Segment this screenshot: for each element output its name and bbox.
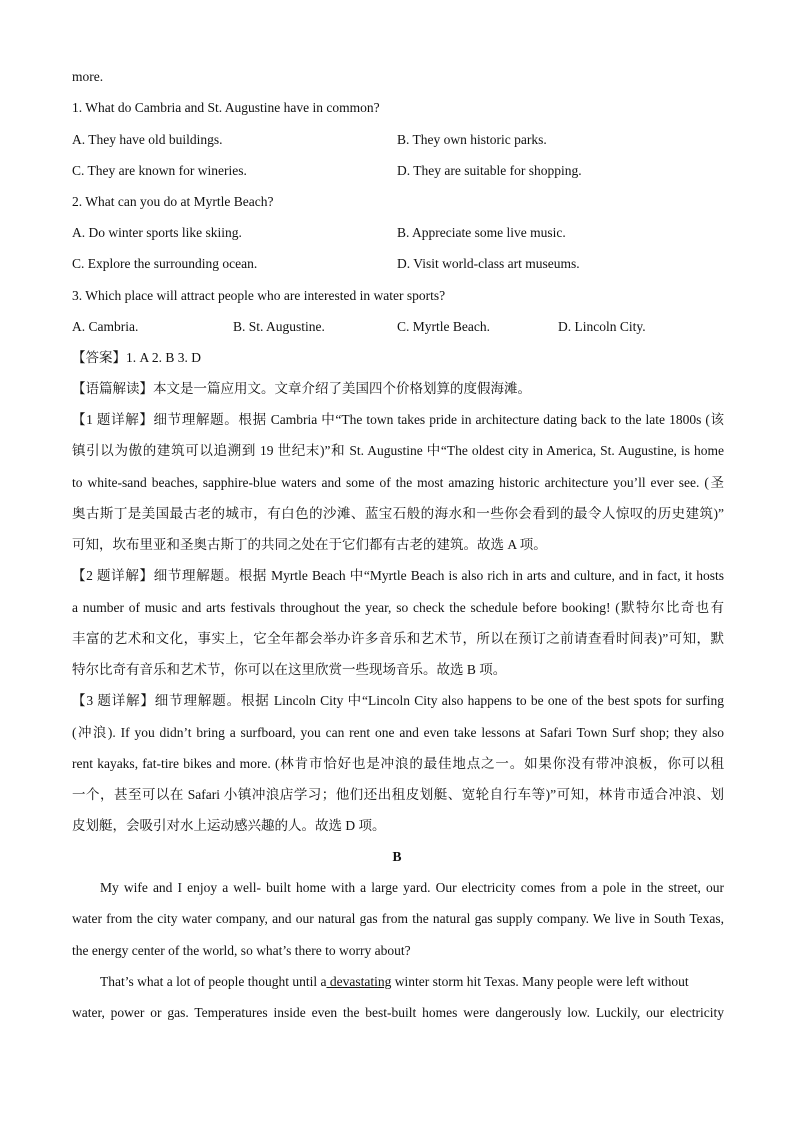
underlined-word: devastating [326,974,392,989]
q1-explanation-line: 镇引以为傲的建筑可以追溯到 19 世纪末)”和 St. Augustine 中“The oldest city in America, St. Augustine, is home [72,443,724,458]
passage-text: winter storm hit Texas. Many people were left without [391,974,689,989]
q3-explanation-line: rent kayaks, fat-tire bikes and more. (林肯市恰好也是冲浪的最佳地点之一。如果你没有带冲浪板，你可以租 [72,756,724,771]
q2-explanation-line: 丰富的艺术和文化，事实上，它全年都会举办许多音乐和艺术节，所以在预订之前请查看时间表)”可知，默 [72,631,724,646]
q1-option-c: C. They are known for wineries. [72,163,247,178]
q1-option-b: B. They own historic parks. [397,132,547,147]
q2-option-c: C. Explore the surrounding ocean. [72,256,258,271]
answer-key: 【答案】1. A 2. B 3. D [72,350,202,365]
question-3-stem: 3. Which place will attract people who are interested in water sports? [72,288,446,303]
q3-explanation-line: 皮划艇，会吸引对水上运动感兴趣的人。故选 D 项。 [72,818,386,833]
passage-line [100,973,724,991]
q2-option-d: D. Visit world-class art museums. [397,256,580,271]
q2-explanation-line: 【2 题详解】细节理解题。根据 Myrtle Beach 中“Myrtle Beach is also rich in arts and culture, and in fact, it hosts [72,568,724,583]
q3-option-c: C. Myrtle Beach. [397,319,490,334]
intro-tail: more. [72,69,104,84]
passage-line: My wife and I enjoy a well- built home with a large yard. Our electricity comes from a pole in the street, our [100,880,724,895]
q2-option-a: A. Do winter sports like skiing. [72,225,242,240]
question-2-stem: 2. What can you do at Myrtle Beach? [72,194,274,209]
passage-text: That’s what a lot of people thought until a [100,974,327,989]
passage-line: water, power or gas. Temperatures inside even the best-built homes were dangerously low. Luckily, our electricity [72,1005,724,1020]
q3-option-b: B. St. Augustine. [233,319,325,334]
q3-option-a: A. Cambria. [72,319,139,334]
q2-explanation-line: a number of music and arts festivals throughout the year, so check the schedule before booking! (默特尔比奇也有 [72,600,724,615]
q1-explanation-line: 【1 题详解】细节理解题。根据 Cambria 中“The town takes pride in architecture dating back to the late 1800s (该 [72,412,724,427]
passage-summary: 【语篇解读】本文是一篇应用文。文章介绍了美国四个价格划算的度假海滩。 [72,381,531,396]
q1-explanation-line: to white-sand beaches, sapphire-blue waters and some of the most amazing historic architecture you’ll ever see. (圣 [72,475,724,490]
question-1-stem: 1. What do Cambria and St. Augustine have in common? [72,100,380,115]
q1-explanation-line: 可知，坎布里亚和圣奥古斯丁的共同之处在于它们都有古老的建筑。故选 A 项。 [72,537,547,552]
q2-option-b: B. Appreciate some live music. [397,225,566,240]
q1-option-a: A. They have old buildings. [72,132,223,147]
q3-explanation-line: (冲浪). If you didn’t bring a surfboard, you can rent one and even take lessons at Safari Town Surf shop; they also [72,725,724,740]
passage-line: the energy center of the world, so what’s there to worry about? [72,943,411,958]
q3-explanation-line: 【3 题详解】细节理解题。根据 Lincoln City 中“Lincoln City also happens to be one of the best spots for surfing [72,693,724,708]
passage-line: water from the city water company, and our natural gas from the natural gas supply company. We live in South Texas, [72,911,724,926]
q2-explanation-line: 特尔比奇有音乐和艺术节，你可以在这里欣赏一些现场音乐。故选 B 项。 [72,662,507,677]
section-heading: B [392,849,402,864]
q1-explanation-line: 奥古斯丁是美国最古老的城市，有白色的沙滩、蓝宝石般的海水和一些你会看到的最令人惊叹的历史建筑)” [72,506,724,521]
q1-option-d: D. They are suitable for shopping. [397,163,582,178]
q3-explanation-line: 一个，甚至可以在 Safari 小镇冲浪店学习；他们还出租皮划艇、宽轮自行车等)”可知，林肯市适合冲浪、划 [72,787,724,802]
q3-option-d: D. Lincoln City. [558,319,646,334]
